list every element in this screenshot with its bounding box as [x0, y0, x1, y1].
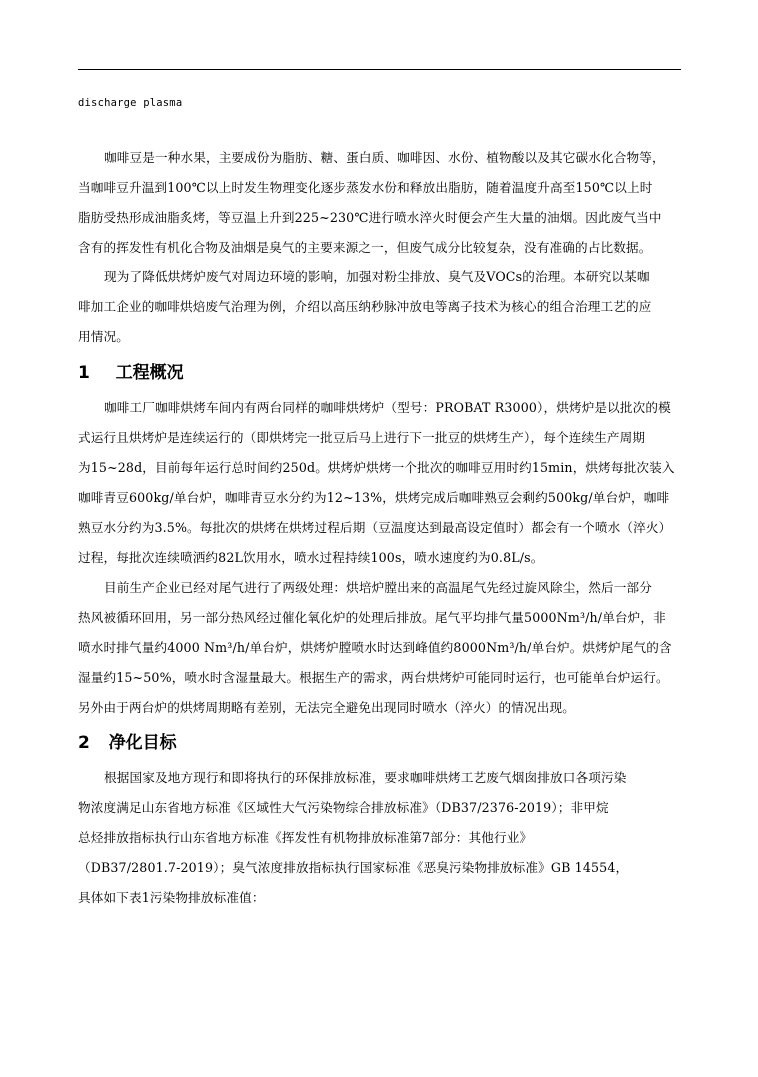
text-line: 热风被循环回用，另一部分热风经过催化氧化炉的处理后排放。尾气平均排气量5000Nm³/h/单台炉，非: [78, 610, 666, 625]
text-line: 具体如下表1污染物排放标准值：: [78, 890, 265, 905]
section-title: 工程概况: [115, 363, 184, 383]
section-title: 净化目标: [108, 733, 177, 753]
text-line: 啡加工企业的咖啡烘焙废气治理为例，介绍以高压纳秒脉冲放电等离子技术为核心的组合治理工艺的应: [78, 299, 652, 314]
text-line: 当咖啡豆升温到100℃以上时发生物理变化逐步蒸发水份和释放出脂肪，随着温度升高至150℃以上时: [78, 180, 653, 195]
text-line: 为15~28d，目前每年运行总时间约250d。烘烤炉烘烤一个批次的咖啡豆用时约15min，烘烤每批次装入: [78, 460, 675, 475]
paragraph-intro-purpose: [78, 262, 681, 352]
text-line: 咖啡工厂咖啡烘烤车间内有两台同样的咖啡烘烤炉（型号：PROBAT R3000），烘烤炉是以批次的模: [104, 400, 671, 415]
text-line: 另外由于两台炉的烘烤周期略有差别，无法完全避免出现同时喷水（淬火）的情况出现。: [78, 700, 576, 715]
text-line: 用情况。: [78, 329, 129, 344]
header-rule: [78, 69, 681, 70]
text-line: 目前生产企业已经对尾气进行了两级处理：烘培炉膛出来的高温尾气先经过旋风除尘，然后一部分: [104, 580, 652, 595]
paragraph-existing-treatment: [78, 573, 681, 723]
text-line: 脂肪受热形成油脂炙烤，等豆温上升到225~230℃进行喷水淬火时便会产生大量的油烟。因此废气当中: [78, 210, 662, 225]
section-heading-1: [78, 361, 681, 385]
text-line: 含有的挥发性有机化合物及油烟是臭气的主要来源之一，但废气成分比较复杂，没有准确的占比数据。: [78, 240, 652, 255]
lead-text: discharge plasma: [78, 97, 183, 109]
text-line: 总烃排放指标执行山东省地方标准《挥发性有机物排放标准第7部分：其他行业》: [78, 830, 533, 845]
section-number: 1: [78, 363, 90, 383]
section-heading-2: [78, 731, 681, 755]
text-line: 式运行且烘烤炉是连续运行的（即烘烤完一批豆后马上进行下一批豆的烘烤生产），每个连续生产周期: [78, 430, 646, 445]
text-line: 喷水时排气量约4000 Nm³/h/单台炉，烘烤炉膛喷水时达到峰值约8000Nm³/h/单台炉。烘烤炉尾气的含: [78, 640, 672, 655]
text-line: 湿量约15~50%，喷水时含湿量最大。根据生产的需求，两台烘烤炉可能同时运行，也可能单台炉运行。: [78, 670, 669, 685]
text-line: 咖啡豆是一种水果，主要成份为脂肪、糖、蛋白质、咖啡因、水份、植物酸以及其它碳水化合物等，: [104, 150, 665, 165]
text-line: 熟豆水分约为3.5%。每批次的烘烤在烘烤过程后期（豆温度达到最高设定值时）都会有一个喷水（淬火）: [78, 520, 672, 535]
text-line: 过程，每批次连续喷洒约82L饮用水，喷水过程持续100s，喷水速度约为0.8L/s。: [78, 550, 544, 565]
text-line: 物浓度满足山东省地方标准《区域性大气污染物综合排放标准》（DB37/2376-2019）；非甲烷: [78, 800, 609, 815]
paragraph-intro-coffee: [78, 143, 681, 263]
text-line: 根据国家及地方现行和即将执行的环保排放标准，要求咖啡烘烤工艺废气烟囱排放口各项污染: [104, 770, 627, 785]
paragraph-purification-target: [78, 763, 681, 913]
text-line: 现为了降低烘烤炉废气对周边环境的影响，加强对粉尘排放、臭气及VOCs的治理。本研究以某咖: [104, 269, 650, 284]
text-line: 咖啡青豆600kg/单台炉，咖啡青豆水分约为12~13%，烘烤完成后咖啡熟豆会剩约500kg/单台炉，咖啡: [78, 490, 670, 505]
text-line: （DB37/2801.7-2019）；臭气浓度排放指标执行国家标准《恶臭污染物排放标准》GB 14554，: [78, 860, 629, 875]
paragraph-project-overview: [78, 393, 681, 573]
section-number: 2: [78, 733, 90, 753]
